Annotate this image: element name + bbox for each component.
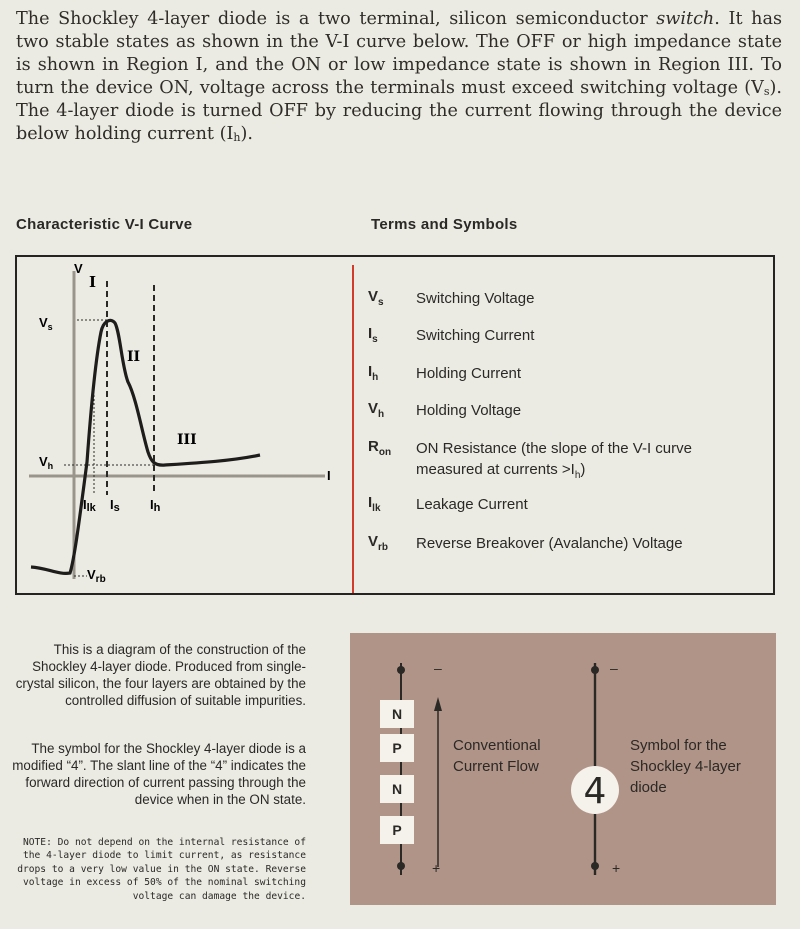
term-symbol: $I_s$ [368,325,378,345]
symbol-bottom-terminal [591,862,599,870]
terms-heading: Terms and Symbols [371,216,518,233]
vi-curve-graph [17,257,352,593]
layer-p-1: P [380,734,414,762]
term-definition: Leakage Current [416,496,528,513]
vi-curve-line [31,320,260,573]
term-definition: Reverse Breakover (Avalanche) Voltage [416,535,683,552]
intro-paragraph: The Shockley 4-layer diode is a two terminal, silicon semiconductor switch. It has two stable states as shown in the V-I curve below. The OFF or high impedance state is shown in Region I, and the ON or low impedance state is shown in Region III. To turn the device ON, voltage across the terminals must exceed switching voltage $(V_s)$. The 4-layer diode is turned OFF by reducing the current flowing through the device below holding current $(I_h)$. [16,9,782,144]
construction-panel [350,633,776,905]
region-1-label: I [89,273,97,291]
ih-label: Ih [150,497,161,514]
vrb-label: $V_{rb}$ [87,567,106,585]
term-symbol: $I_h$ [368,363,379,383]
curve-heading: Characteristic V-I Curve [16,216,193,233]
symbol-top-terminal [591,666,599,674]
layer-p-2: P [380,816,414,844]
term-row [368,363,752,384]
term-row [368,438,752,486]
symbol-text: The symbol for the Shockley 4-layer diode is a modified “4”. The slant line of the “4” indicates the forward direction of current passing through the device when in the ON state. [12,741,306,807]
is-label: Is [110,497,120,514]
term-definition: Switching Voltage [416,290,535,307]
minus-sign: – [434,660,442,676]
layer-n-1: N [380,700,414,728]
term-symbol: $V_s$ [368,288,384,308]
term-row [368,494,752,515]
region-3-label: III [177,432,197,448]
layer-n-2: N [380,775,414,803]
i-axis-label: I [327,468,331,483]
ilk-label: Ilk [83,497,96,514]
term-symbol: $R_{on}$ [368,438,392,458]
term-definition: ON Resistance (the slope of the V-I curve measured at currents $>I_h$) [416,440,692,481]
region-2-label: II [127,349,141,365]
term-definition: Switching Current [416,327,535,344]
vs-label: $V_s$ [39,315,53,332]
term-definition: Holding Voltage [416,402,522,419]
term-row [368,400,752,421]
term-symbol: $V_{rb}$ [368,533,389,553]
term-symbol: $I_{lk}$ [368,494,381,514]
symbol-plus-sign: + [612,860,621,876]
symbol-glyph: 4 [583,771,607,812]
term-row [368,288,752,309]
term-row [368,533,752,554]
v-axis-label: V [74,261,83,276]
plus-sign: + [432,860,441,876]
divider-line [352,265,354,593]
top-terminal [397,666,405,674]
symbol-minus-sign: – [610,660,618,676]
vh-label: $V_h$ [39,454,54,471]
note-text: NOTE: Do not depend on the internal resistance of the 4-layer diode to limit current, as resistance drops to a very low value in the ON state. Reverse voltage in excess of 50% of the nominal switching voltage can damage the device. [17,837,306,902]
term-definition: Holding Current [416,365,522,382]
current-flow-label: Conventional Current Flow [453,737,541,775]
symbol-label: Symbol for the Shockley 4-layer diode [630,737,741,796]
term-symbol: $V_h$ [368,400,385,420]
construction-text: This is a diagram of the construction of the Shockley 4-layer diode. Produced from single-crystal silicon, the four layers are obtained by the controlled diffusion of suitable impurities. [15,642,306,708]
bottom-terminal [397,862,405,870]
term-row [368,325,752,346]
current-arrow-head [434,697,442,711]
